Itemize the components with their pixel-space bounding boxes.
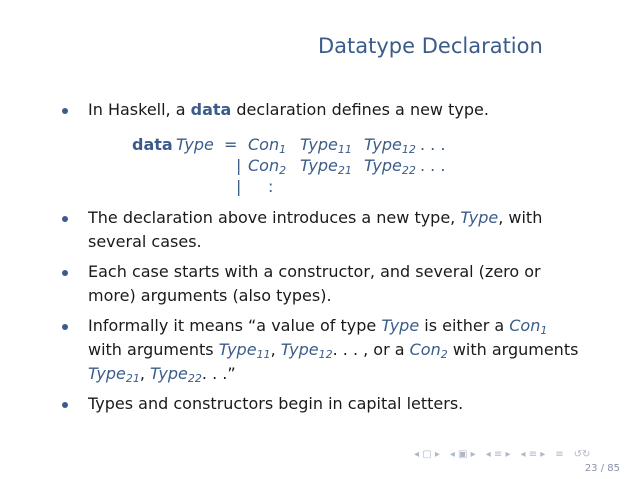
code-type-name: Type bbox=[176, 135, 214, 154]
code-con2: Con$_2$ bbox=[248, 156, 287, 177]
page-number: 23 / 85 bbox=[584, 463, 620, 474]
align-icon[interactable]: ≡ bbox=[555, 449, 564, 460]
code-vdots: : bbox=[268, 177, 274, 196]
prev-section-icon[interactable]: ◂ ≡ ▸ bbox=[485, 449, 511, 460]
code-bar-1: | bbox=[236, 156, 242, 175]
bullet-marker bbox=[62, 216, 68, 222]
prev-frame-icon[interactable]: ◂ ▢ ▸ bbox=[414, 449, 440, 460]
bullet-3: Each case starts with a constructor, and several (zero or more) arguments (also types). bbox=[88, 262, 541, 305]
code-type22: Type$_{22}$ bbox=[364, 156, 416, 177]
type-name: Type bbox=[460, 208, 499, 227]
bullet-marker bbox=[62, 402, 68, 408]
bullet-1-text-pre: In Haskell, a bbox=[88, 100, 191, 119]
code-type21: Type$_{21}$ bbox=[300, 156, 352, 177]
code-con1: Con$_1$ bbox=[248, 135, 287, 156]
code-type12: Type$_{12}$ bbox=[364, 135, 416, 156]
navigation-bar bbox=[414, 449, 590, 460]
bullet-marker bbox=[62, 324, 68, 330]
code-equals: = bbox=[224, 135, 238, 154]
search-icon[interactable]: ↺↻ bbox=[573, 449, 591, 460]
bullet-marker bbox=[62, 108, 68, 114]
bullet-4: Informally it means “a value of type Type is either a Con$_1$ with arguments Type$_{11}$, Type$_{12}$. . . , or a Con$_2$ with arguments Type$_{21}$, Type$_{22}$. . .” bbox=[88, 316, 579, 385]
code-data-keyword: data bbox=[132, 135, 173, 154]
bullet-1-text-post: declaration defines a new type. bbox=[231, 100, 489, 119]
bullet-2: The declaration above introduces a new type, Type, with several cases. bbox=[88, 208, 543, 251]
code-dots-2: . . . bbox=[420, 156, 446, 175]
code-dots-1: . . . bbox=[420, 135, 446, 154]
code-bar-2: | bbox=[236, 177, 242, 196]
bullet-1 bbox=[88, 98, 608, 122]
data-keyword: data bbox=[190, 100, 232, 119]
slide-title: Datatype Declaration bbox=[318, 34, 543, 58]
prev-subsection-icon[interactable]: ◂ ▣ ▸ bbox=[449, 449, 476, 460]
code-type11: Type$_{11}$ bbox=[300, 135, 352, 156]
bullet-marker bbox=[62, 270, 68, 276]
next-section-icon[interactable]: ◂ ≡ ▸ bbox=[520, 449, 546, 460]
bullet-5: Types and constructors begin in capital letters. bbox=[88, 394, 464, 413]
